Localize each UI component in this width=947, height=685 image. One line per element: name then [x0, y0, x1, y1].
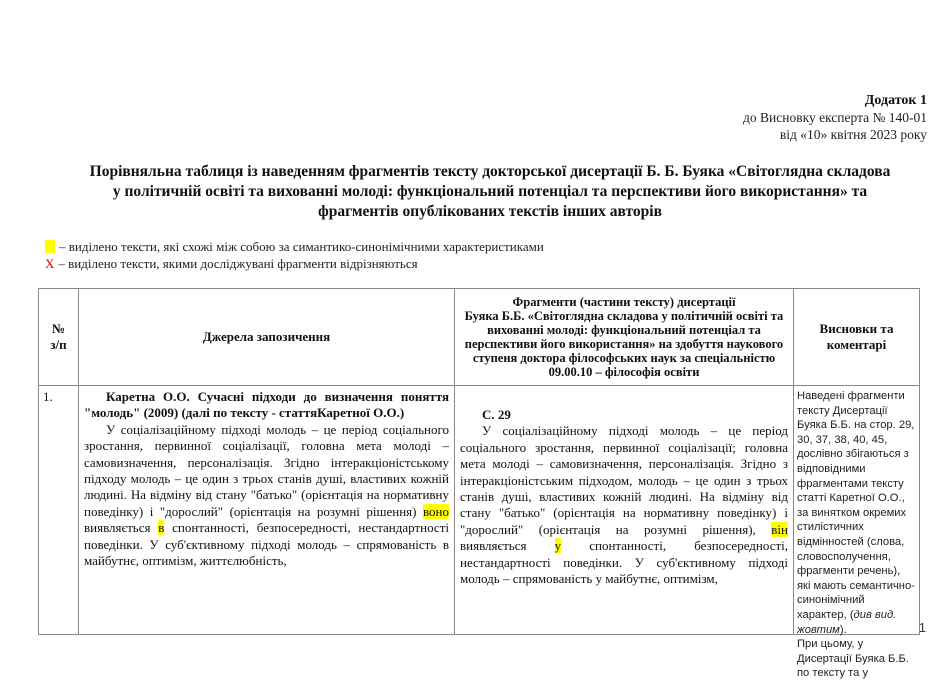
source-text: спонтанності, безпосередності, нестандартності поведінки. У суб'єктивному підході молодь – спрямованість в майбутнє, оптимізм, життєлюбність,	[84, 520, 449, 569]
comment-text: Наведені фрагменти тексту Дисертації Буяка Б.Б. на стор. 29, 30, 37, 38, 40, 45, дослівно збігаються з відповідними фрагментами тексту статті Каретної О.О., за винятком окремих стилістичних відмінностей (слова, словосполучення, фрагменти речень), які мають семантично-синонімічний характер, (	[797, 390, 915, 621]
fragment-text: спонтанності, безпосередності, нестандартності поведінки. У суб'єктивному підході молодь – спрямованість у майбутнє, оптимізм,	[460, 538, 789, 587]
comment-text: ).	[839, 623, 847, 636]
table-row	[39, 386, 920, 635]
comparison-table	[38, 288, 920, 680]
addendum-block	[743, 92, 927, 143]
comments-cell	[794, 386, 920, 680]
header-fragments-title: Фрагменти (частини тексту) дисертації	[512, 295, 736, 309]
header-number-label: з/п	[50, 337, 67, 352]
fragment-text: виявляється	[460, 538, 555, 554]
source-text: виявляється	[84, 520, 159, 536]
fragment-text: У соціалізаційному підході молодь – це період соціального зростання, первинної соціалізації; головна мета молоді – самовизначення, персоналізація. Згідно з інтеракціоністським підходом, молодь – це один з трьох станів душі, властивих кожній людині. На відміну від стану "батько" (орієнтація на нормативну поведінку) і "дорослий" (орієнтація на розумні рішення),	[460, 423, 788, 537]
document-title-line: Порівняльна таблиця із наведенням фрагментів тексту докторської дисертації Б. Б. Буяка «Світоглядна складова	[89, 163, 891, 180]
page-number: 1	[918, 620, 926, 635]
header-fragments-details: Буяка Б.Б. «Світоглядна складова у політичній освіті та вихованні молоді: функціональний потенціал та перспективи його використання» на здобуття наукового ступеня доктора філософських наук за спеціальністю 09.00.10 – філософія освіти	[464, 309, 784, 379]
fragment-paragraph	[460, 423, 788, 587]
legend-difference-text: – виділено тексти, якими досліджувані фрагменти відрізняються	[58, 256, 418, 271]
row-number: 1.	[39, 386, 79, 635]
document-title-line: у політичній освіті та вихованні молоді: функціональний потенціал та перспективи його використання» та	[112, 183, 868, 200]
header-number-sign: №	[51, 320, 66, 336]
source-heading: Каретна О.О. Сучасні підходи до визначення поняття "молодь" (2009) (далі по тексту - статтяКаретної О.О.)	[84, 389, 449, 421]
addendum-reference: до Висновку експерта № 140-01	[743, 110, 927, 125]
addendum-title: Додаток 1	[864, 93, 927, 108]
source-paragraph	[84, 422, 449, 570]
legend	[45, 238, 544, 272]
legend-difference-row	[45, 255, 544, 272]
header-comments: Висновки та коментарі	[794, 289, 920, 386]
header-number	[39, 289, 79, 386]
highlighted-text: у	[554, 538, 562, 554]
comment-italic: див вид. жовтим	[797, 608, 897, 636]
legend-highlight-text: – виділено тексти, які схожі між собою за симантико-синонімічними характеристиками	[59, 239, 544, 254]
legend-highlight-row	[45, 238, 544, 255]
addendum-date: від «10» квітня 2023 року	[779, 127, 927, 142]
fragment-page: С. 29	[482, 407, 511, 422]
fragment-cell	[455, 386, 794, 635]
document-title	[40, 162, 940, 222]
header-fragments	[455, 289, 794, 386]
table-header-row	[39, 289, 920, 386]
source-cell	[79, 386, 455, 635]
highlight-swatch-icon	[45, 240, 55, 253]
highlighted-text: він	[771, 521, 788, 537]
header-source: Джерела запозичення	[79, 289, 455, 386]
highlighted-text: в	[158, 520, 165, 536]
highlighted-text: воно	[422, 503, 449, 519]
comment-text-continued: При цьому, у Дисертації Буяка Б.Б. по тексту та у	[797, 638, 909, 680]
difference-x-mark: X	[45, 256, 55, 271]
source-text: У соціалізаційному підході молодь – це період соціального зростання, первинної соціалізації, головна мета молоді – самовизначення, персоналізація. Згідно інтеракціоністському підходу молодь – це один з трьох станів душі, властивих кожній людині. На відміну від стану "батько" (орієнтація на нормативну поведінку) і "дорослий" (орієнтація на розумні рішення)	[84, 421, 449, 519]
document-title-line: фрагментів опублікованих текстів інших авторів	[318, 203, 662, 220]
